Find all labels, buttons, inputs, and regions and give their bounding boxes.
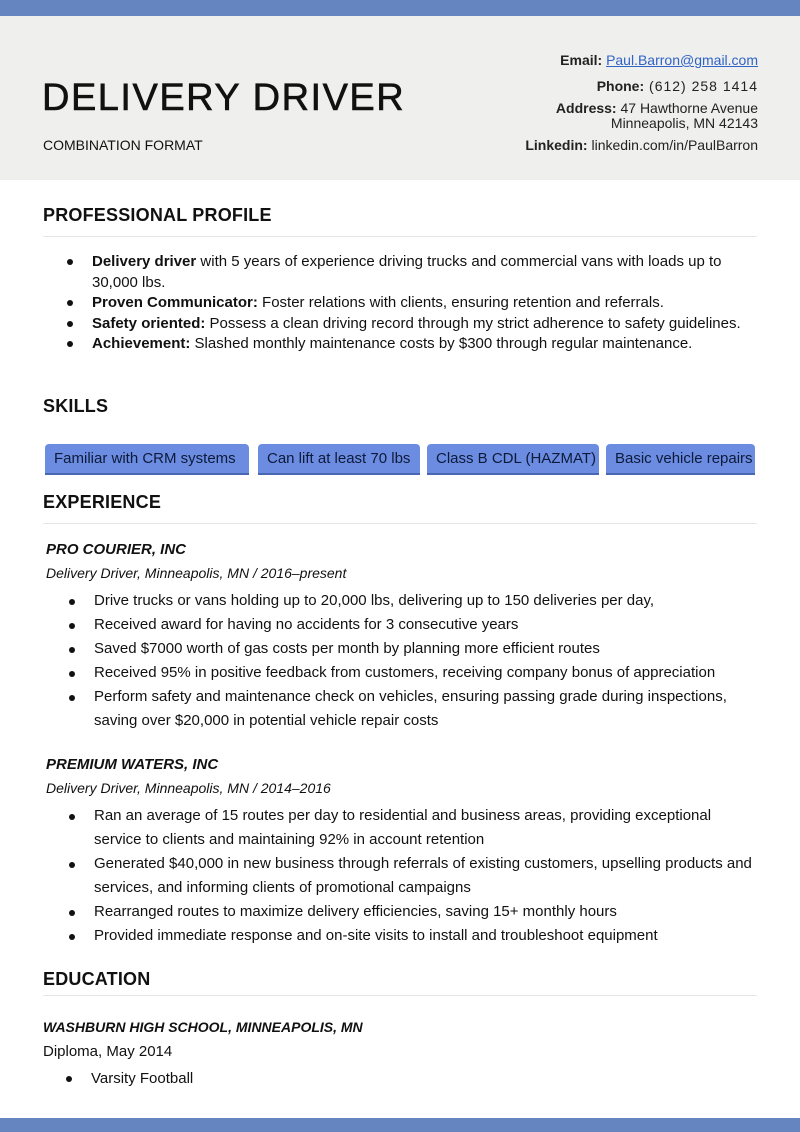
employer-name: PRO COURIER, INC xyxy=(46,541,187,558)
profile-item xyxy=(67,252,757,293)
resume-title: DELIVERY DRIVER xyxy=(42,77,406,119)
experience-heading: EXPERIENCE xyxy=(43,492,162,512)
job-bullet: Provided immediate response and on-site visits to install and troubleshoot equipment xyxy=(69,924,759,948)
job-bullet: Rearranged routes to maximize delivery efficiencies, saving 15+ monthly hours xyxy=(69,900,759,924)
job-bullet: Generated $40,000 in new business through referrals of existing customers, upselling products and services, and informing clients of promotional campaigns xyxy=(69,852,759,900)
contact-info xyxy=(458,52,758,162)
education-heading: EDUCATION xyxy=(43,969,151,989)
profile-list xyxy=(67,252,757,355)
profile-item xyxy=(67,293,757,314)
job-role-line: Delivery Driver, Minneapolis, MN / 2016–present xyxy=(46,565,347,581)
skills-list xyxy=(43,444,757,474)
profile-item-text: with 5 years of experience driving trucks and commercial vans with loads up to 30,000 lbs. xyxy=(92,253,722,291)
diploma-line: Diploma, May 2014 xyxy=(43,1043,173,1060)
email-link[interactable]: Paul.Barron@gmail.com xyxy=(606,52,758,68)
profile-item-bold: Delivery driver xyxy=(92,253,197,270)
linkedin-label: Linkedin: xyxy=(525,137,588,153)
job-bullet: Received 95% in positive feedback from customers, receiving company bonus of appreciation xyxy=(69,661,759,685)
education-bullets xyxy=(66,1068,566,1090)
profile-item xyxy=(67,334,757,355)
education-divider xyxy=(43,995,757,996)
address-line2: Minneapolis, MN 42143 xyxy=(610,115,758,131)
job-bullet: Ran an average of 15 routes per day to residential and business areas, providing exceptional service to clients and maintaining 92% in account retention xyxy=(69,804,759,852)
profile-heading: PROFESSIONAL PROFILE xyxy=(43,205,272,225)
skill-chip: Class B CDL (HAZMAT) xyxy=(427,444,599,474)
profile-item-text: Foster relations with clients, ensuring retention and referrals. xyxy=(257,294,664,311)
skills-heading: SKILLS xyxy=(43,396,109,416)
address-line1: 47 Hawthorne Avenue xyxy=(620,100,758,116)
email-label: Email: xyxy=(560,52,603,68)
linkedin-value: linkedin.com/in/PaulBarron xyxy=(591,137,758,153)
profile-divider xyxy=(43,236,757,237)
job-bullet: Drive trucks or vans holding up to 20,000 lbs, delivering up to 150 deliveries per day, xyxy=(69,589,759,613)
profile-item-text: Possess a clean driving record through my strict adherence to safety guidelines. xyxy=(205,314,741,332)
top-accent-bar xyxy=(0,0,800,16)
employer-name: PREMIUM WATERS, INC xyxy=(46,756,219,773)
profile-item xyxy=(67,314,757,335)
skill-chip: Basic vehicle repairs xyxy=(606,444,755,474)
bottom-accent-bar xyxy=(0,1118,800,1132)
education-bullet: Varsity Football xyxy=(66,1068,566,1090)
address-label: Address: xyxy=(555,100,617,116)
job-bullet: Received award for having no accidents for 3 consecutive years xyxy=(69,613,759,637)
job-role-line: Delivery Driver, Minneapolis, MN / 2014–2016 xyxy=(46,780,331,796)
profile-item-text: Slashed monthly maintenance costs by $300 through regular maintenance. xyxy=(190,335,693,352)
job-bullets xyxy=(69,804,759,948)
experience-divider xyxy=(43,523,757,524)
profile-item-bold: Safety oriented: xyxy=(92,314,206,332)
job-bullets xyxy=(69,589,759,733)
resume-format-label: COMBINATION FORMAT xyxy=(43,137,203,153)
skill-chip: Familiar with CRM systems xyxy=(45,444,249,474)
phone-label: Phone: xyxy=(596,78,645,94)
job-bullet: Perform safety and maintenance check on vehicles, ensuring passing grade during inspections, saving over $20,000 in potential vehicle repair costs xyxy=(69,685,759,733)
profile-item-bold: Achievement: xyxy=(92,335,191,352)
school-name: WASHBURN HIGH SCHOOL, MINNEAPOLIS, MN xyxy=(43,1019,363,1035)
job-bullet: Saved $7000 worth of gas costs per month by planning more efficient routes xyxy=(69,637,759,661)
profile-item-bold: Proven Communicator: xyxy=(92,294,258,311)
phone-value: (612) 258 1414 xyxy=(649,78,758,94)
skill-chip: Can lift at least 70 lbs xyxy=(258,444,420,474)
